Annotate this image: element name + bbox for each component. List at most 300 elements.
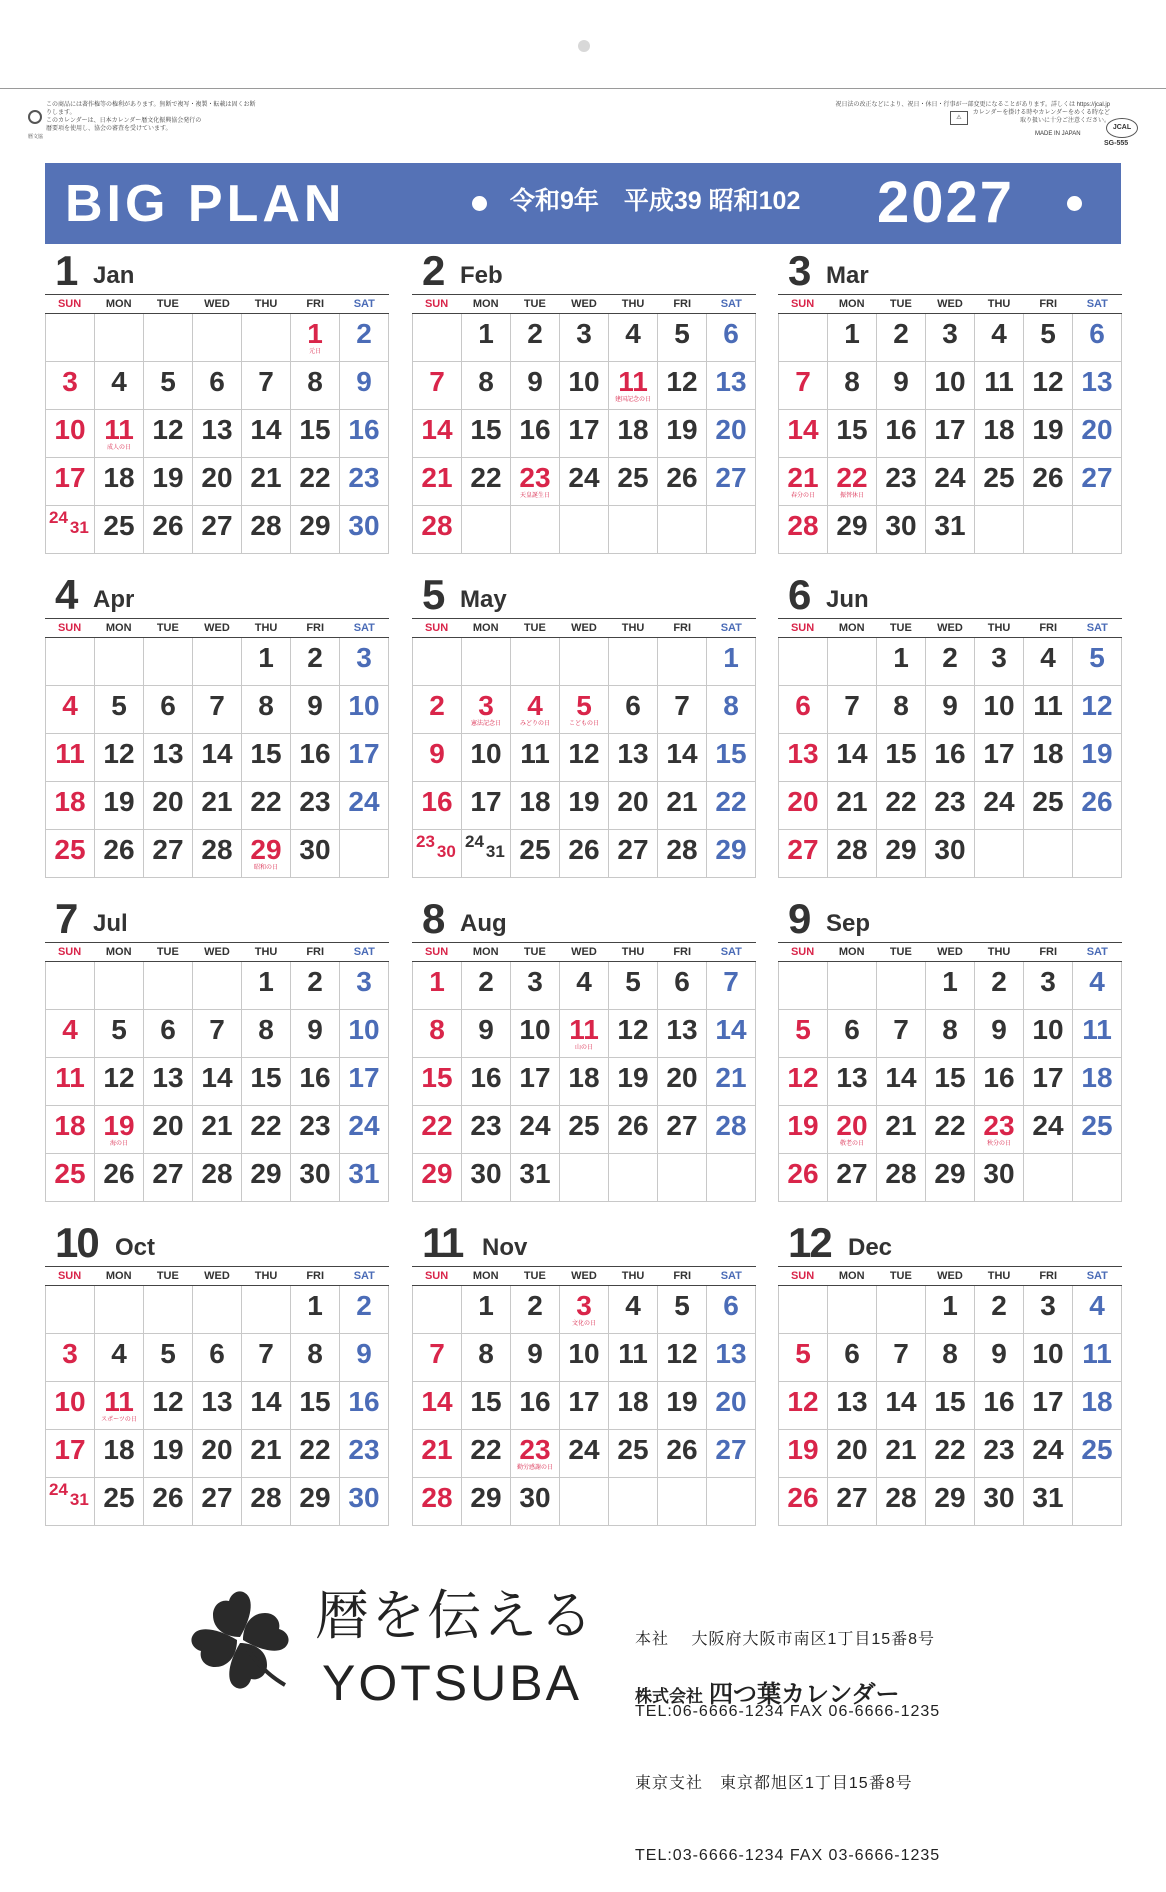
day-number: 27 [836, 1482, 868, 1513]
day-cell [1073, 962, 1122, 1010]
day-cell [413, 782, 462, 830]
weekday-sat: SAT [1086, 946, 1108, 958]
day-number: 9 [429, 738, 445, 769]
day-number: 16 [299, 738, 331, 769]
day-number: 29 [299, 510, 331, 541]
day-number: 16 [519, 414, 551, 445]
day-number: 14 [885, 1062, 917, 1093]
day-number: 25 [617, 462, 649, 493]
empty-cell [413, 638, 462, 686]
day-cell [144, 1478, 193, 1526]
day-number: 15 [299, 1386, 331, 1417]
day-number: 19 [617, 1062, 649, 1093]
day-number: 21 [885, 1434, 917, 1465]
day-cell [1024, 1430, 1073, 1478]
day-cell [1024, 782, 1073, 830]
day-number: 26 [666, 462, 698, 493]
day-cell [926, 1382, 975, 1430]
empty-cell [144, 962, 193, 1010]
day-number: 3 [576, 318, 592, 349]
day-cell [340, 962, 389, 1010]
day-cell [560, 686, 609, 734]
day-cell [560, 734, 609, 782]
weekday-wed: WED [571, 1270, 597, 1282]
day-cell [413, 458, 462, 506]
weekday-header [778, 1267, 1122, 1286]
day-cell [877, 1430, 926, 1478]
day-number: 27 [787, 834, 819, 865]
day-cell [242, 1430, 291, 1478]
day-cell [193, 410, 242, 458]
day-cell [560, 782, 609, 830]
empty-cell [658, 638, 707, 686]
day-number: 1 [478, 318, 494, 349]
month-name: Oct [115, 1234, 156, 1261]
day-number: 26 [152, 510, 184, 541]
weekday-sat: SAT [353, 622, 375, 634]
weekday-fri: FRI [306, 298, 325, 310]
day-cell [560, 1106, 609, 1154]
day-number: 18 [568, 1062, 600, 1093]
day-number: 20 [787, 786, 819, 817]
day-number: 22 [836, 462, 868, 493]
day-cell [560, 1010, 609, 1058]
weekday-mon: MON [105, 622, 132, 634]
day-number: 21 [715, 1062, 747, 1093]
day-cell [779, 782, 828, 830]
day-number: 10 [519, 1014, 551, 1045]
day-number: 28 [787, 510, 819, 541]
day-number: 3 [356, 642, 372, 673]
day-number: 26 [787, 1482, 819, 1513]
day-cell [462, 1058, 511, 1106]
day-cell [560, 458, 609, 506]
month-sep [778, 896, 1122, 1202]
address-line-1: 本社 大阪府大阪市南区1丁目15番8号 [635, 1631, 936, 1648]
day-number: 5 [111, 690, 127, 721]
day-cell [462, 458, 511, 506]
day-number: 13 [152, 738, 184, 769]
empty-cell [144, 1286, 193, 1334]
day-number: 6 [674, 966, 690, 997]
day-cell [1024, 686, 1073, 734]
day-number: 24 [1032, 1110, 1064, 1141]
weekday-tue: TUE [523, 298, 546, 310]
day-number: 24 [934, 462, 966, 493]
day-number: 2 [893, 318, 909, 349]
top-divider [0, 88, 1166, 89]
day-number: 28 [250, 1482, 282, 1513]
day-cell [779, 830, 828, 878]
day-cell [291, 782, 340, 830]
day-grid [778, 314, 1122, 554]
day-number: 20 [1081, 414, 1113, 445]
empty-cell [1073, 830, 1122, 878]
weekday-mon: MON [472, 946, 499, 958]
day-cell [95, 734, 144, 782]
day-cell [242, 1334, 291, 1382]
weekday-fri: FRI [1039, 622, 1058, 634]
hanging-hole [578, 40, 590, 52]
day-number: 28 [201, 834, 233, 865]
day-number: 29 [250, 1158, 282, 1189]
day-cell [1073, 1058, 1122, 1106]
weekday-header [412, 943, 756, 962]
day-cell [609, 1334, 658, 1382]
day-cell [1024, 1058, 1073, 1106]
holiday-notice-line-1: 祝日法の改正などにより、祝日・休日・行事が一部変更になることがあります。詳しくは https://jcal.jp [835, 102, 1110, 108]
month-name: Dec [848, 1234, 893, 1261]
holiday-name: 成人の日 [106, 445, 131, 451]
day-number: 21 [201, 1110, 233, 1141]
day-cell [144, 362, 193, 410]
day-cell [193, 686, 242, 734]
day-number: 3 [1040, 966, 1056, 997]
weekday-fri: FRI [673, 946, 692, 958]
day-cell [242, 1478, 291, 1526]
day-cell [340, 1334, 389, 1382]
day-cell [1073, 1382, 1122, 1430]
day-cell [560, 314, 609, 362]
day-number: 20 [715, 414, 747, 445]
day-cell [144, 410, 193, 458]
day-cell [1073, 638, 1122, 686]
day-number: 22 [250, 1110, 282, 1141]
month-header [778, 1220, 1122, 1266]
day-number: 5 [111, 1014, 127, 1045]
day-number: 20 [152, 1110, 184, 1141]
weekday-sun: SUN [790, 946, 815, 958]
day-number: 26 [1081, 786, 1113, 817]
month-number: 6 [788, 571, 810, 618]
day-number: 12 [1081, 690, 1113, 721]
day-cell [46, 1334, 95, 1382]
day-cell [926, 1286, 975, 1334]
copyright-line-1: この商品には著作権等の権利があります。無断で複写・複製・転載は固くお断りします。 [46, 102, 256, 116]
day-cell [560, 1382, 609, 1430]
empty-cell [95, 638, 144, 686]
day-number: 30 [519, 1482, 551, 1513]
day-cell [242, 782, 291, 830]
day-number: 10 [568, 1338, 600, 1369]
split-day [49, 508, 89, 537]
banner-dot-right [1067, 196, 1082, 211]
day-number: 4 [62, 690, 78, 721]
month-jul [45, 896, 389, 1202]
day-grid [412, 638, 756, 878]
day-cell [707, 638, 756, 686]
day-number: 29 [421, 1158, 453, 1189]
day-number: 13 [1081, 366, 1113, 397]
day-cell [413, 686, 462, 734]
day-number: 6 [844, 1338, 860, 1369]
company-name [635, 1680, 899, 1712]
day-cell [193, 782, 242, 830]
day-cell [779, 1010, 828, 1058]
day-cell [877, 458, 926, 506]
weekday-header [778, 295, 1122, 314]
weekday-thu: THU [621, 298, 645, 310]
split-day-lower: 30 [436, 842, 456, 861]
day-cell [144, 734, 193, 782]
day-cell [1024, 458, 1073, 506]
day-cell [658, 686, 707, 734]
day-cell [46, 830, 95, 878]
day-number: 25 [54, 834, 86, 865]
day-cell [779, 1430, 828, 1478]
day-cell [462, 410, 511, 458]
day-number: 20 [201, 1434, 233, 1465]
day-cell [511, 1430, 560, 1478]
day-number: 17 [568, 1386, 600, 1417]
day-number: 21 [250, 1434, 282, 1465]
day-number: 1 [258, 642, 274, 673]
empty-cell [707, 1478, 756, 1526]
day-cell [291, 1106, 340, 1154]
day-number: 29 [250, 834, 282, 865]
day-number: 10 [54, 414, 86, 445]
day-cell [828, 1106, 877, 1154]
weekday-mon: MON [472, 298, 499, 310]
weekday-thu: THU [987, 946, 1011, 958]
day-cell [975, 1154, 1024, 1202]
day-cell [95, 458, 144, 506]
day-cell [340, 410, 389, 458]
day-cell [291, 1010, 340, 1058]
day-cell [462, 1334, 511, 1382]
day-cell [975, 1286, 1024, 1334]
day-number: 25 [568, 1110, 600, 1141]
month-mar [778, 248, 1122, 554]
day-number: 5 [795, 1338, 811, 1369]
day-cell [707, 782, 756, 830]
day-cell [193, 1430, 242, 1478]
day-number: 13 [152, 1062, 184, 1093]
empty-cell [975, 506, 1024, 554]
day-grid [45, 314, 389, 554]
month-header [778, 896, 1122, 942]
weekday-wed: WED [571, 622, 597, 634]
day-cell [193, 458, 242, 506]
day-number: 27 [201, 1482, 233, 1513]
day-number: 12 [617, 1014, 649, 1045]
day-cell [46, 362, 95, 410]
weekday-mon: MON [838, 298, 865, 310]
day-cell [926, 734, 975, 782]
footer-address [635, 1580, 940, 1892]
month-apr [45, 572, 389, 878]
empty-cell [560, 506, 609, 554]
day-number: 3 [478, 690, 494, 721]
weekday-tue: TUE [523, 1270, 546, 1282]
day-number: 23 [983, 1434, 1015, 1465]
weekday-thu: THU [254, 1270, 278, 1282]
weekday-tue: TUE [889, 946, 912, 958]
day-cell [877, 830, 926, 878]
day-cell [877, 1478, 926, 1526]
address-line-3: 東京支社 東京都旭区1丁目15番8号 [635, 1775, 913, 1792]
day-cell [1024, 1478, 1073, 1526]
day-cell [340, 734, 389, 782]
day-number: 20 [836, 1434, 868, 1465]
month-header [412, 896, 756, 942]
day-number: 10 [568, 366, 600, 397]
day-number: 1 [429, 966, 445, 997]
month-header [45, 572, 389, 618]
day-number: 4 [625, 1290, 641, 1321]
day-cell [242, 458, 291, 506]
day-number: 2 [527, 1290, 543, 1321]
day-cell [95, 1478, 144, 1526]
day-number: 2 [527, 318, 543, 349]
day-cell [658, 830, 707, 878]
day-number: 28 [715, 1110, 747, 1141]
day-number: 11 [55, 1062, 85, 1093]
day-cell [779, 1478, 828, 1526]
day-cell [511, 1058, 560, 1106]
day-cell [193, 830, 242, 878]
day-number: 11 [104, 414, 134, 445]
day-grid [412, 962, 756, 1202]
empty-cell [413, 1286, 462, 1334]
day-number: 26 [787, 1158, 819, 1189]
day-number: 9 [942, 690, 958, 721]
day-number: 26 [666, 1434, 698, 1465]
day-number: 22 [715, 786, 747, 817]
weekday-header [45, 943, 389, 962]
day-cell [291, 686, 340, 734]
day-number: 14 [421, 414, 453, 445]
weekday-sun: SUN [790, 298, 815, 310]
day-cell [609, 314, 658, 362]
day-number: 12 [1032, 366, 1064, 397]
day-cell [511, 1478, 560, 1526]
banner-year: 2027 [877, 170, 1015, 235]
day-number: 13 [787, 738, 819, 769]
day-number: 1 [723, 642, 739, 673]
day-cell [242, 1154, 291, 1202]
day-number: 21 [836, 786, 868, 817]
empty-cell [609, 1154, 658, 1202]
weekday-header [778, 619, 1122, 638]
day-number: 31 [348, 1158, 380, 1189]
day-cell [926, 1058, 975, 1106]
day-number: 10 [1032, 1338, 1064, 1369]
month-name: Apr [93, 586, 135, 613]
day-cell [46, 1154, 95, 1202]
weekday-header [45, 619, 389, 638]
month-header [412, 572, 756, 618]
day-number: 11 [1033, 690, 1063, 721]
day-cell [779, 1334, 828, 1382]
empty-cell [779, 1286, 828, 1334]
day-cell [340, 314, 389, 362]
day-number: 21 [666, 786, 698, 817]
day-number: 6 [844, 1014, 860, 1045]
day-number: 5 [160, 366, 176, 397]
day-number: 24 [983, 786, 1015, 817]
day-number: 6 [723, 1290, 739, 1321]
banner-title: BIG PLAN [65, 175, 346, 233]
day-cell [340, 1010, 389, 1058]
day-cell [1024, 362, 1073, 410]
day-cell [340, 1286, 389, 1334]
empty-cell [144, 314, 193, 362]
day-number: 24 [348, 1110, 380, 1141]
day-number: 11 [1082, 1338, 1112, 1369]
day-number: 15 [470, 414, 502, 445]
day-cell [1073, 362, 1122, 410]
day-number: 28 [885, 1158, 917, 1189]
day-number: 14 [715, 1014, 747, 1045]
day-number: 4 [1089, 966, 1105, 997]
day-cell [340, 1058, 389, 1106]
weekday-fri: FRI [306, 622, 325, 634]
day-cell [707, 686, 756, 734]
empty-cell [828, 962, 877, 1010]
month-may [412, 572, 756, 878]
day-number: 1 [942, 966, 958, 997]
day-cell [511, 1106, 560, 1154]
day-cell [926, 1106, 975, 1154]
weekday-fri: FRI [673, 298, 692, 310]
day-cell [511, 1382, 560, 1430]
day-cell [877, 1154, 926, 1202]
day-number: 7 [258, 366, 274, 397]
empty-cell [779, 962, 828, 1010]
day-cell [975, 458, 1024, 506]
day-number: 3 [62, 366, 78, 397]
day-cell [560, 1286, 609, 1334]
month-feb [412, 248, 756, 554]
weekday-tue: TUE [889, 622, 912, 634]
day-cell [144, 1334, 193, 1382]
day-cell [511, 362, 560, 410]
day-number: 28 [421, 1482, 453, 1513]
day-number: 13 [715, 1338, 747, 1369]
day-number: 15 [934, 1062, 966, 1093]
day-number: 23 [519, 1434, 551, 1465]
weekday-wed: WED [204, 1270, 230, 1282]
day-cell [707, 1106, 756, 1154]
day-cell [707, 410, 756, 458]
day-cell [291, 830, 340, 878]
day-cell [926, 1010, 975, 1058]
day-cell [511, 1334, 560, 1382]
day-cell [975, 1334, 1024, 1382]
day-cell [560, 1058, 609, 1106]
day-cell [560, 410, 609, 458]
day-number: 20 [666, 1062, 698, 1093]
holiday-name: 敬老の日 [839, 1141, 864, 1147]
day-cell [926, 686, 975, 734]
day-cell [609, 782, 658, 830]
day-cell [193, 362, 242, 410]
day-cell [828, 1154, 877, 1202]
day-cell [828, 410, 877, 458]
day-cell [658, 1430, 707, 1478]
day-number: 18 [519, 786, 551, 817]
day-cell [95, 362, 144, 410]
day-cell [707, 1334, 756, 1382]
day-cell [340, 686, 389, 734]
day-number: 10 [983, 690, 1015, 721]
day-number: 22 [470, 1434, 502, 1465]
day-cell [926, 506, 975, 554]
day-number: 6 [209, 366, 225, 397]
day-cell [1024, 1334, 1073, 1382]
day-cell [291, 410, 340, 458]
